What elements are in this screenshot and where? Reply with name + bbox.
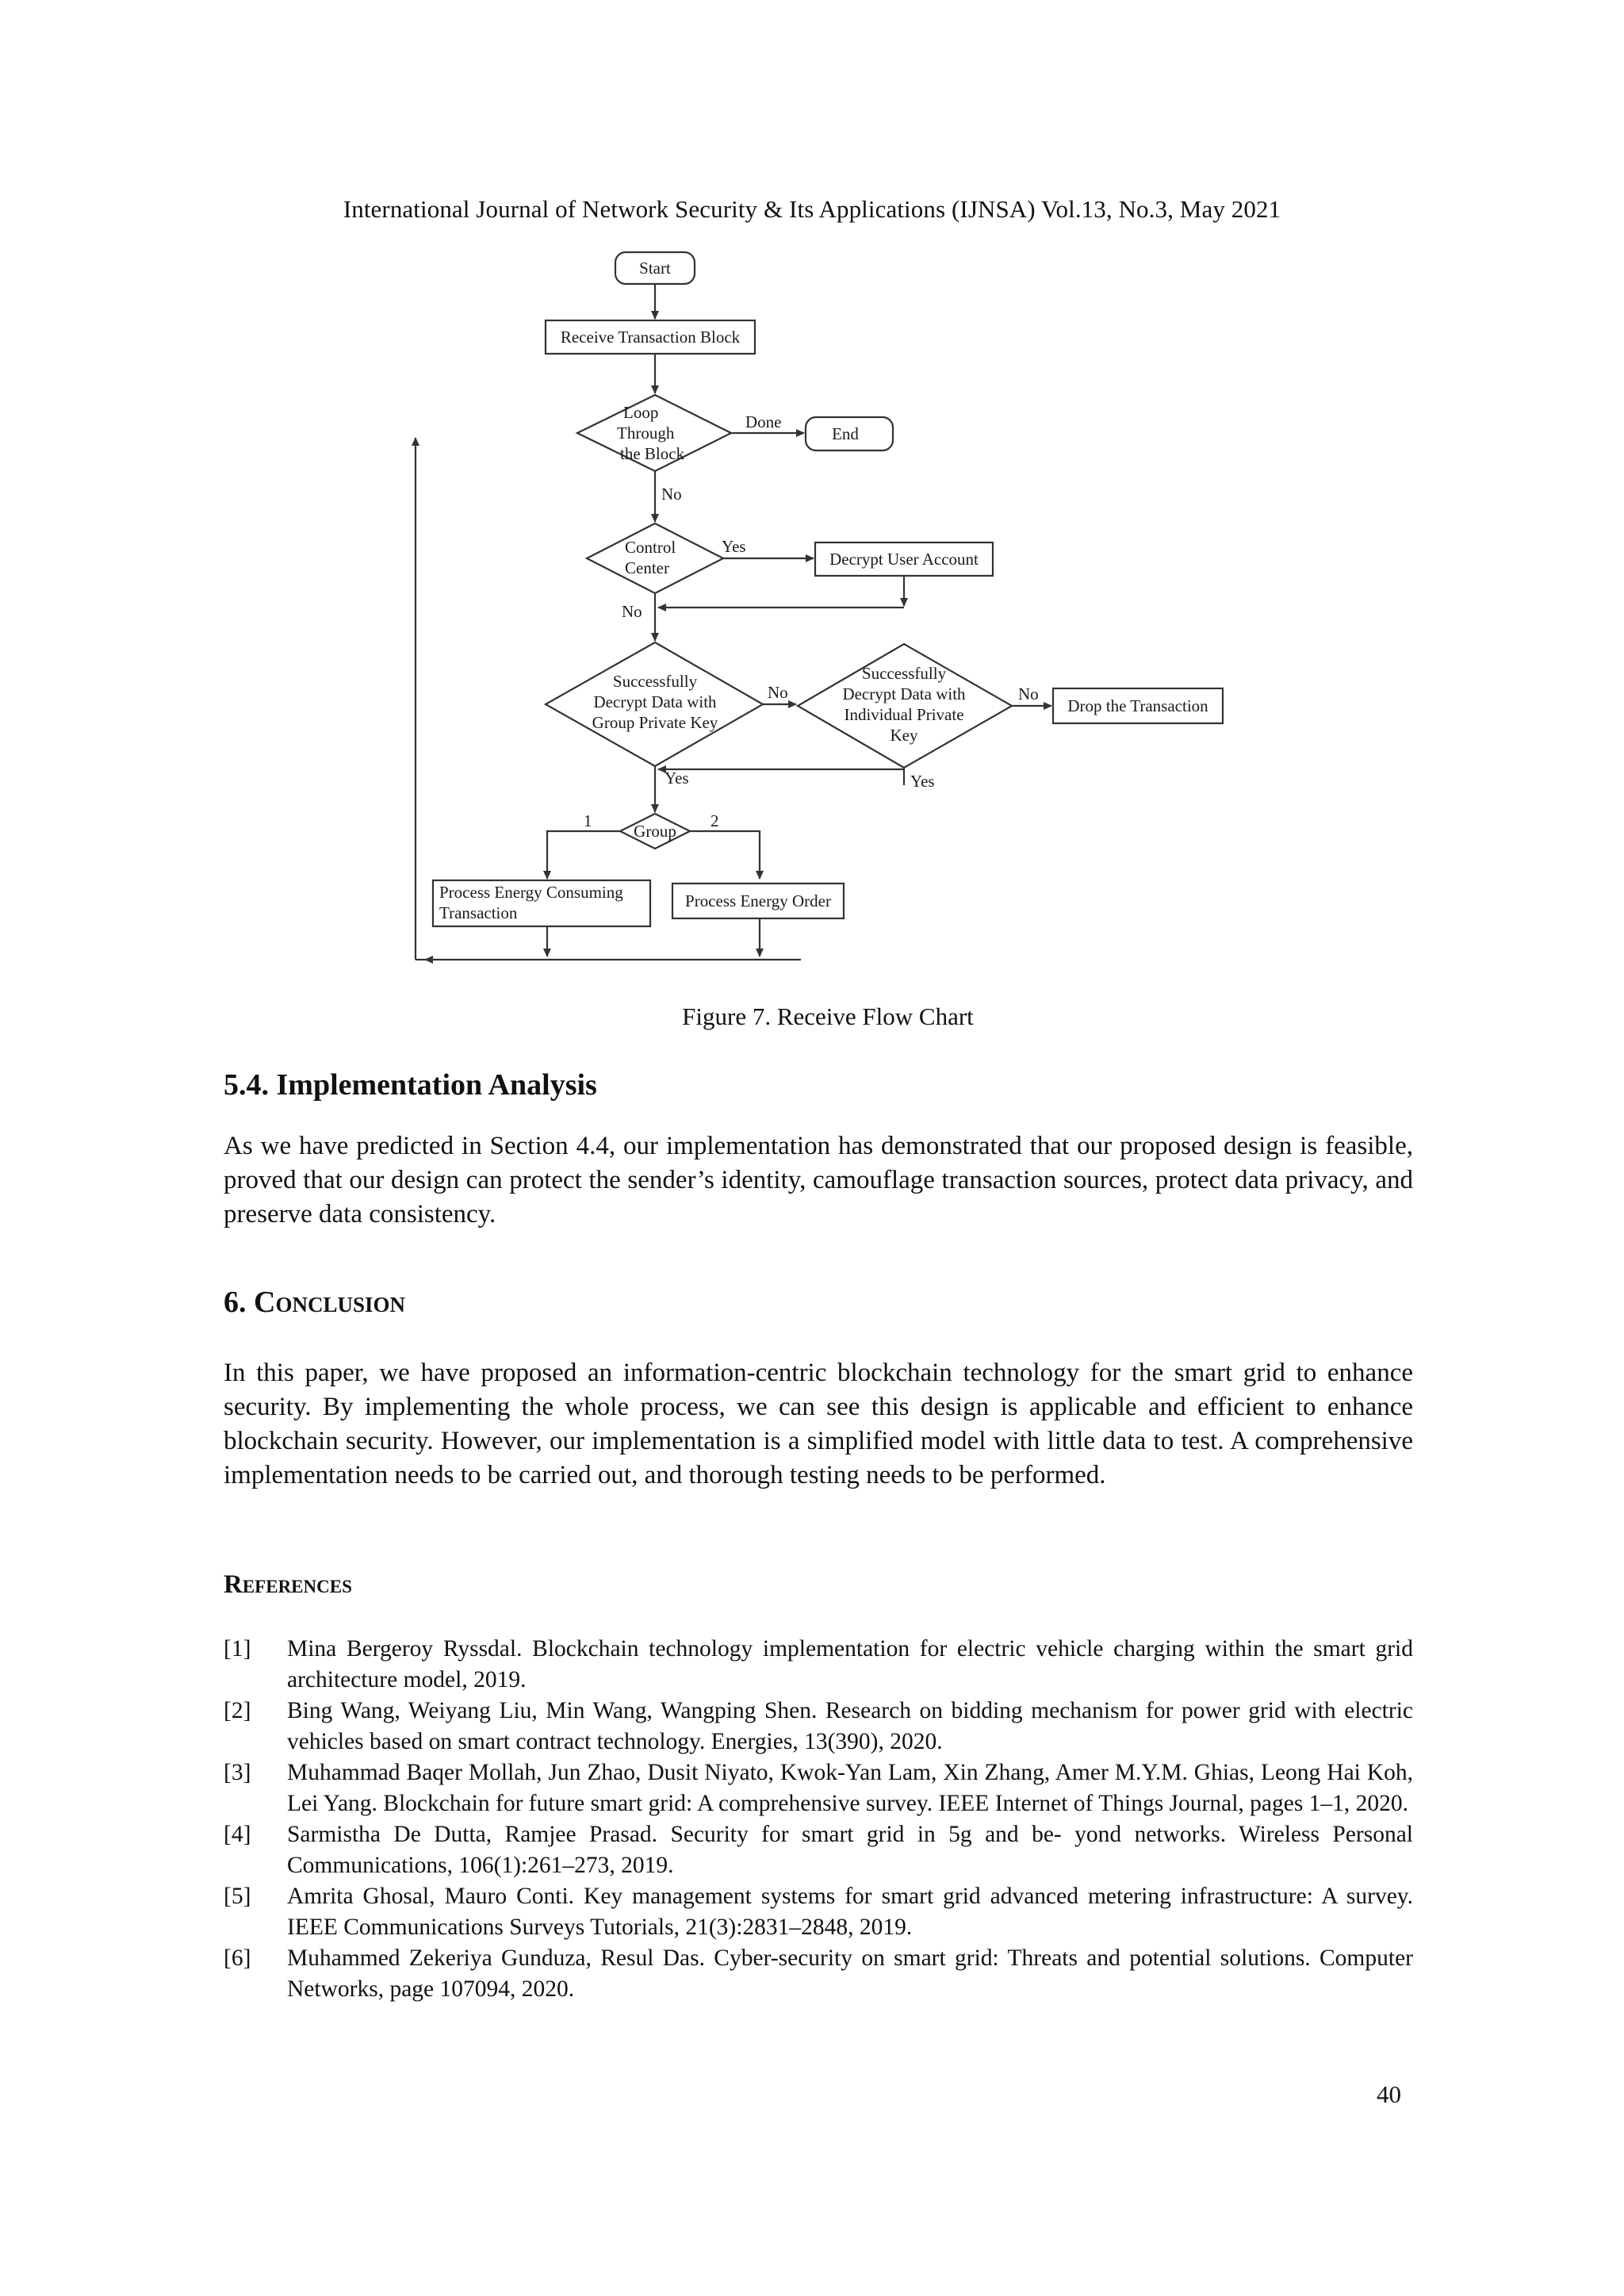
- edge-label-groupkey-no: No: [768, 683, 788, 702]
- figure-caption: Figure 7. Receive Flow Chart: [682, 1002, 974, 1030]
- reference-number: [3]: [224, 1760, 251, 1785]
- section-5-4-paragraph: As we have predicted in Section 4.4, our implementation has demonstrated that our proposed design is feasible, proved that our design can protect the sender’s identity, camouflage transaction sources, protect data privacy, and preserve data consistency.: [224, 1132, 1413, 1228]
- reference-item: [224, 1634, 1413, 1696]
- reference-number: [5]: [224, 1884, 251, 1909]
- reference-text: Amrita Ghosal, Mauro Conti. Key management systems for smart grid advanced metering infrastructure: A survey. IEEE Communications Surveys Tutorials, 21(3):2831–2848, 2019.: [287, 1884, 1413, 1940]
- reference-item: [224, 1943, 1413, 2005]
- control-label-line2: Center: [625, 558, 669, 577]
- edge-label-individual-no: No: [1018, 684, 1039, 703]
- receive-flow-chart: [0, 0, 1624, 999]
- reference-number: [1]: [224, 1636, 251, 1662]
- receive-block-label: Receive Transaction Block: [560, 328, 741, 347]
- reference-number: [2]: [224, 1698, 251, 1723]
- individual-label-line4: Key: [890, 726, 918, 745]
- edge-label-group-2: 2: [710, 811, 719, 830]
- loop-label-line3: the Block: [620, 444, 685, 463]
- individual-label-line1: Successfully: [861, 664, 947, 683]
- individual-label-line2: Decrypt Data with: [842, 684, 966, 703]
- reference-item: [224, 1881, 1413, 1943]
- reference-item: [224, 1696, 1413, 1757]
- group-key-label-line2: Decrypt Data with: [593, 692, 717, 711]
- running-head: International Journal of Network Security & Its Applications (IJNSA) Vol.13, No.3, May 2021: [343, 195, 1281, 223]
- control-label-line1: Control: [625, 538, 676, 557]
- drop-transaction-label: Drop the Transaction: [1067, 696, 1208, 715]
- group-label: Group: [634, 822, 676, 841]
- reference-text: Muhammad Baqer Mollah, Jun Zhao, Dusit Niyato, Kwok-Yan Lam, Xin Zhang, Amer M.Y.M. Ghias, Leong Hai Koh, Lei Yang. Blockchain for future smart grid: A comprehensive survey. IEEE Internet of Things Journal, pages 1–1, 2020.: [287, 1760, 1413, 1816]
- page-number: 40: [1377, 2080, 1401, 2108]
- decrypt-account-label: Decrypt User Account: [829, 550, 979, 569]
- conclusion-paragraph: In this paper, we have proposed an information-centric blockchain technology for the smart grid to enhance security. By implementing the whole process, we can see this design is applicable and efficient to enhance blockchain security. However, our implementation is a simplified model with little data to test. A comprehensive implementation needs to be carried out, and thorough testing needs to be performed.: [224, 1359, 1413, 1489]
- loop-label-line1: Loop: [623, 403, 659, 422]
- group-key-label-line1: Successfully: [612, 672, 698, 691]
- edge-label-control-no: No: [622, 602, 642, 621]
- group-key-label-line3: Group Private Key: [592, 713, 718, 732]
- edge-label-groupkey-yes: Yes: [665, 769, 689, 788]
- process-consuming-line1: Process Energy Consuming: [439, 883, 623, 902]
- edge-label-group-1: 1: [584, 811, 592, 830]
- reference-text: Sarmistha De Dutta, Ramjee Prasad. Security for smart grid in 5g and be- yond networks. Wireless Personal Communications, 106(1):261–273, 2019.: [287, 1822, 1413, 1878]
- process-order-label: Process Energy Order: [685, 891, 831, 910]
- section-heading-5-4: 5.4. Implementation Analysis: [224, 1068, 597, 1102]
- reference-number: [6]: [224, 1945, 251, 1971]
- loop-label-line2: Through: [617, 424, 675, 443]
- section-heading-conclusion: 6. Conclusion: [224, 1286, 405, 1319]
- reference-text: Mina Bergeroy Ryssdal. Blockchain technology implementation for electric vehicle charging within the smart grid architecture model, 2019.: [287, 1636, 1413, 1692]
- individual-label-line3: Individual Private: [844, 705, 964, 724]
- reference-number: [4]: [224, 1822, 251, 1847]
- references-list: [224, 1634, 1413, 2005]
- reference-item: [224, 1819, 1413, 1881]
- reference-text: Muhammed Zekeriya Gunduza, Resul Das. Cyber-security on smart grid: Threats and potential solutions. Computer Networks, page 107094, 2020.: [287, 1945, 1413, 2002]
- edge-group-2: [690, 831, 760, 879]
- start-label: Start: [639, 259, 671, 278]
- reference-text: Bing Wang, Weiyang Liu, Min Wang, Wangping Shen. Research on bidding mechanism for power grid with electric vehicles based on smart contract technology. Energies, 13(390), 2020.: [287, 1698, 1413, 1754]
- edge-label-loop-no: No: [661, 485, 682, 504]
- end-label: End: [832, 424, 859, 443]
- edge-label-done: Done: [745, 412, 782, 431]
- process-consuming-line2: Transaction: [439, 903, 518, 922]
- edge-label-control-yes: Yes: [722, 537, 746, 556]
- reference-item: [224, 1757, 1413, 1819]
- references-heading: References: [224, 1570, 352, 1599]
- edge-label-individual-yes: Yes: [910, 772, 935, 791]
- edge-group-1: [547, 831, 620, 879]
